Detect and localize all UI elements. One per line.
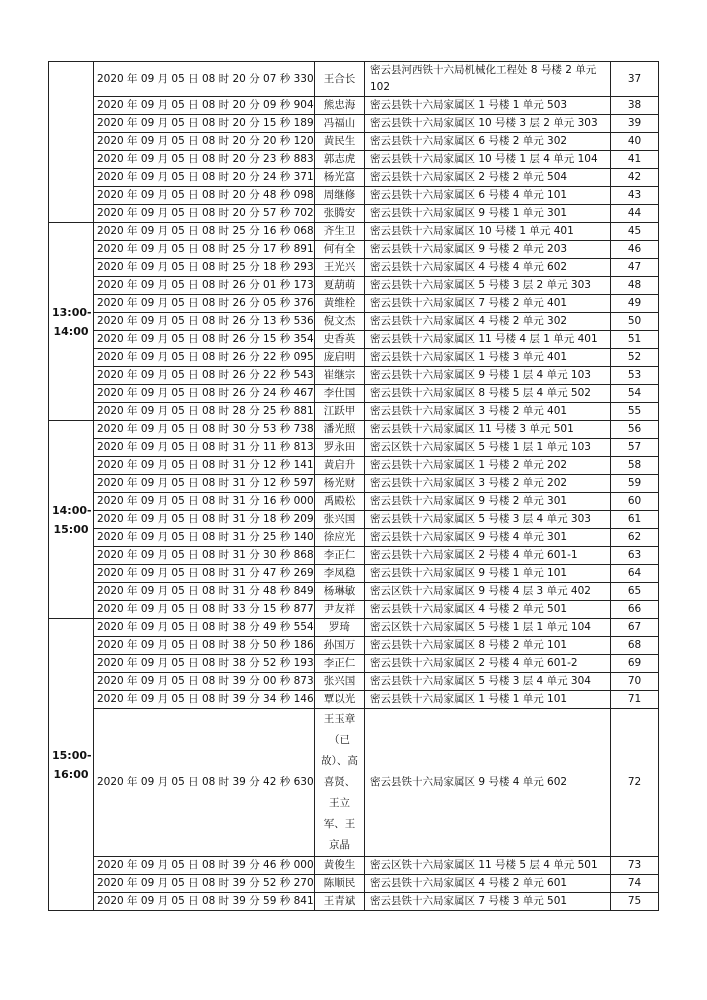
table-row bbox=[49, 97, 659, 115]
resident-name-cell: 李正仁 bbox=[315, 655, 365, 673]
table-row bbox=[49, 331, 659, 349]
table-row bbox=[49, 385, 659, 403]
sequence-number-cell: 48 bbox=[611, 277, 659, 295]
registration-time-cell: 2020 年 09 月 05 日 08 时 26 分 01 秒 173 bbox=[94, 277, 315, 295]
sequence-number-cell: 44 bbox=[611, 205, 659, 223]
table-row bbox=[49, 875, 659, 893]
table-row bbox=[49, 151, 659, 169]
address-cell: 密云区铁十六局家属区 5 号楼 1 层 1 单元 103 bbox=[365, 439, 611, 457]
sequence-number-cell: 51 bbox=[611, 331, 659, 349]
address-cell: 密云县铁十六局家属区 1 号楼 1 单元 503 bbox=[365, 97, 611, 115]
address-cell: 密云县铁十六局家属区 11 号楼 3 单元 501 bbox=[365, 421, 611, 439]
address-cell: 密云县铁十六局家属区 9 号楼 4 单元 602 bbox=[365, 709, 611, 857]
resident-name-cell: 杨光财 bbox=[315, 475, 365, 493]
registration-time-cell: 2020 年 09 月 05 日 08 时 38 分 49 秒 554 bbox=[94, 619, 315, 637]
sequence-number-cell: 63 bbox=[611, 547, 659, 565]
resident-name-cell: 何有全 bbox=[315, 241, 365, 259]
table-row bbox=[49, 115, 659, 133]
address-cell: 密云县铁十六局家属区 1 号楼 1 单元 101 bbox=[365, 691, 611, 709]
table-row bbox=[49, 493, 659, 511]
sequence-number-cell: 41 bbox=[611, 151, 659, 169]
address-cell: 密云县铁十六局家属区 3 号楼 2 单元 202 bbox=[365, 475, 611, 493]
address-cell: 密云县河西铁十六局机械化工程处 8 号楼 2 单元 102 bbox=[365, 62, 611, 97]
address-cell: 密云县铁十六局家属区 2 号楼 4 单元 601-1 bbox=[365, 547, 611, 565]
address-cell: 密云县铁十六局家属区 9 号楼 1 层 4 单元 103 bbox=[365, 367, 611, 385]
address-cell: 密云县铁十六局家属区 9 号楼 1 单元 101 bbox=[365, 565, 611, 583]
address-cell: 密云县铁十六局家属区 6 号楼 4 单元 101 bbox=[365, 187, 611, 205]
table-row bbox=[49, 313, 659, 331]
resident-name-cell: 罗琦 bbox=[315, 619, 365, 637]
sequence-number-cell: 62 bbox=[611, 529, 659, 547]
resident-name-cell: 周继修 bbox=[315, 187, 365, 205]
table-row bbox=[49, 673, 659, 691]
time-slot-cell-blank bbox=[49, 62, 94, 223]
registration-time-cell: 2020 年 09 月 05 日 08 时 20 分 24 秒 371 bbox=[94, 169, 315, 187]
table-row bbox=[49, 295, 659, 313]
registration-time-cell: 2020 年 09 月 05 日 08 时 39 分 52 秒 270 bbox=[94, 875, 315, 893]
table-row bbox=[49, 349, 659, 367]
address-cell: 密云区铁十六局家属区 9 号楼 4 层 3 单元 402 bbox=[365, 583, 611, 601]
resident-name-cell: 张兴国 bbox=[315, 673, 365, 691]
registration-time-cell: 2020 年 09 月 05 日 08 时 20 分 15 秒 189 bbox=[94, 115, 315, 133]
table-row bbox=[49, 223, 659, 241]
sequence-number-cell: 74 bbox=[611, 875, 659, 893]
sequence-number-cell: 72 bbox=[611, 709, 659, 857]
registration-time-cell: 2020 年 09 月 05 日 08 时 20 分 23 秒 883 bbox=[94, 151, 315, 169]
address-cell: 密云县铁十六局家属区 10 号楼 3 层 2 单元 303 bbox=[365, 115, 611, 133]
registration-time-cell: 2020 年 09 月 05 日 08 时 31 分 12 秒 141 bbox=[94, 457, 315, 475]
table-row bbox=[49, 619, 659, 637]
resident-name-cell: 熊忠海 bbox=[315, 97, 365, 115]
registration-time-cell: 2020 年 09 月 05 日 08 时 25 分 17 秒 891 bbox=[94, 241, 315, 259]
registration-time-cell: 2020 年 09 月 05 日 08 时 20 分 07 秒 330 bbox=[94, 62, 315, 97]
sequence-number-cell: 43 bbox=[611, 187, 659, 205]
sequence-number-cell: 50 bbox=[611, 313, 659, 331]
registration-time-cell: 2020 年 09 月 05 日 08 时 25 分 18 秒 293 bbox=[94, 259, 315, 277]
schedule-table bbox=[48, 61, 659, 911]
table-row bbox=[49, 62, 659, 97]
address-cell: 密云县铁十六局家属区 5 号楼 3 层 2 单元 303 bbox=[365, 277, 611, 295]
table-row bbox=[49, 421, 659, 439]
resident-name-cell: 覃以光 bbox=[315, 691, 365, 709]
table-row bbox=[49, 259, 659, 277]
table-row bbox=[49, 655, 659, 673]
sequence-number-cell: 55 bbox=[611, 403, 659, 421]
address-cell: 密云县铁十六局家属区 10 号楼 1 单元 401 bbox=[365, 223, 611, 241]
sequence-number-cell: 45 bbox=[611, 223, 659, 241]
resident-name-cell: 王合长 bbox=[315, 62, 365, 97]
registration-time-cell: 2020 年 09 月 05 日 08 时 28 分 25 秒 881 bbox=[94, 403, 315, 421]
sequence-number-cell: 60 bbox=[611, 493, 659, 511]
address-cell: 密云县铁十六局家属区 6 号楼 2 单元 302 bbox=[365, 133, 611, 151]
sequence-number-cell: 42 bbox=[611, 169, 659, 187]
registration-time-cell: 2020 年 09 月 05 日 08 时 20 分 48 秒 098 bbox=[94, 187, 315, 205]
registration-time-cell: 2020 年 09 月 05 日 08 时 31 分 25 秒 140 bbox=[94, 529, 315, 547]
address-cell: 密云县铁十六局家属区 4 号楼 2 单元 302 bbox=[365, 313, 611, 331]
resident-name-cell: 孙国万 bbox=[315, 637, 365, 655]
sequence-number-cell: 59 bbox=[611, 475, 659, 493]
address-cell: 密云县铁十六局家属区 9 号楼 1 单元 301 bbox=[365, 205, 611, 223]
table-row bbox=[49, 475, 659, 493]
sequence-number-cell: 58 bbox=[611, 457, 659, 475]
resident-name-cell: 李凤稳 bbox=[315, 565, 365, 583]
registration-time-cell: 2020 年 09 月 05 日 08 时 26 分 24 秒 467 bbox=[94, 385, 315, 403]
table-row bbox=[49, 403, 659, 421]
resident-name-cell: 史香英 bbox=[315, 331, 365, 349]
address-cell: 密云县铁十六局家属区 4 号楼 4 单元 602 bbox=[365, 259, 611, 277]
resident-name-cell: 黄维栓 bbox=[315, 295, 365, 313]
sequence-number-cell: 68 bbox=[611, 637, 659, 655]
address-cell: 密云县铁十六局家属区 8 号楼 2 单元 101 bbox=[365, 637, 611, 655]
registration-time-cell: 2020 年 09 月 05 日 08 时 31 分 48 秒 849 bbox=[94, 583, 315, 601]
address-cell: 密云县铁十六局家属区 4 号楼 2 单元 601 bbox=[365, 875, 611, 893]
registration-time-cell: 2020 年 09 月 05 日 08 时 26 分 22 秒 543 bbox=[94, 367, 315, 385]
registration-time-cell: 2020 年 09 月 05 日 08 时 31 分 11 秒 813 bbox=[94, 439, 315, 457]
resident-name-cell: 杨琳敏 bbox=[315, 583, 365, 601]
sequence-number-cell: 52 bbox=[611, 349, 659, 367]
sequence-number-cell: 56 bbox=[611, 421, 659, 439]
resident-name-cell: 徐应光 bbox=[315, 529, 365, 547]
resident-name-cell: 江跃甲 bbox=[315, 403, 365, 421]
address-cell: 密云县铁十六局家属区 9 号楼 2 单元 301 bbox=[365, 493, 611, 511]
resident-name-cell: 倪文杰 bbox=[315, 313, 365, 331]
resident-name-cell: 黄民生 bbox=[315, 133, 365, 151]
registration-time-cell: 2020 年 09 月 05 日 08 时 39 分 00 秒 873 bbox=[94, 673, 315, 691]
address-cell: 密云县铁十六局家属区 4 号楼 2 单元 501 bbox=[365, 601, 611, 619]
sequence-number-cell: 64 bbox=[611, 565, 659, 583]
address-cell: 密云县铁十六局家属区 8 号楼 5 层 4 单元 502 bbox=[365, 385, 611, 403]
sequence-number-cell: 39 bbox=[611, 115, 659, 133]
address-cell: 密云县铁十六局家属区 7 号楼 2 单元 401 bbox=[365, 295, 611, 313]
registration-time-cell: 2020 年 09 月 05 日 08 时 26 分 15 秒 354 bbox=[94, 331, 315, 349]
resident-name-cell: 崔继宗 bbox=[315, 367, 365, 385]
registration-time-cell: 2020 年 09 月 05 日 08 时 39 分 42 秒 630 bbox=[94, 709, 315, 857]
sequence-number-cell: 70 bbox=[611, 673, 659, 691]
sequence-number-cell: 40 bbox=[611, 133, 659, 151]
address-cell: 密云县铁十六局家属区 2 号楼 4 单元 601-2 bbox=[365, 655, 611, 673]
registration-time-cell: 2020 年 09 月 05 日 08 时 26 分 22 秒 095 bbox=[94, 349, 315, 367]
schedule-body bbox=[49, 62, 659, 911]
table-row bbox=[49, 601, 659, 619]
sequence-number-cell: 73 bbox=[611, 857, 659, 875]
resident-name-cell: 张腾安 bbox=[315, 205, 365, 223]
address-cell: 密云县铁十六局家属区 1 号楼 3 单元 401 bbox=[365, 349, 611, 367]
table-row bbox=[49, 457, 659, 475]
table-row bbox=[49, 857, 659, 875]
address-cell: 密云县铁十六局家属区 5 号楼 3 层 4 单元 303 bbox=[365, 511, 611, 529]
sequence-number-cell: 65 bbox=[611, 583, 659, 601]
sequence-number-cell: 57 bbox=[611, 439, 659, 457]
table-row bbox=[49, 893, 659, 911]
resident-name-cell: 张兴国 bbox=[315, 511, 365, 529]
sequence-number-cell: 67 bbox=[611, 619, 659, 637]
registration-time-cell: 2020 年 09 月 05 日 08 时 20 分 09 秒 904 bbox=[94, 97, 315, 115]
sequence-number-cell: 46 bbox=[611, 241, 659, 259]
registration-time-cell: 2020 年 09 月 05 日 08 时 31 分 18 秒 209 bbox=[94, 511, 315, 529]
address-cell: 密云县铁十六局家属区 11 号楼 4 层 1 单元 401 bbox=[365, 331, 611, 349]
registration-time-cell: 2020 年 09 月 05 日 08 时 25 分 16 秒 068 bbox=[94, 223, 315, 241]
registration-time-cell: 2020 年 09 月 05 日 08 时 20 分 20 秒 120 bbox=[94, 133, 315, 151]
table-row bbox=[49, 565, 659, 583]
registration-time-cell: 2020 年 09 月 05 日 08 时 30 分 53 秒 738 bbox=[94, 421, 315, 439]
table-row bbox=[49, 367, 659, 385]
table-row bbox=[49, 529, 659, 547]
table-row bbox=[49, 583, 659, 601]
table-row bbox=[49, 133, 659, 151]
sequence-number-cell: 66 bbox=[611, 601, 659, 619]
resident-name-cell: 李仕国 bbox=[315, 385, 365, 403]
address-cell: 密云县铁十六局家属区 1 号楼 2 单元 202 bbox=[365, 457, 611, 475]
table-row bbox=[49, 691, 659, 709]
sequence-number-cell: 49 bbox=[611, 295, 659, 313]
address-cell: 密云县铁十六局家属区 3 号楼 2 单元 401 bbox=[365, 403, 611, 421]
registration-time-cell: 2020 年 09 月 05 日 08 时 38 分 52 秒 193 bbox=[94, 655, 315, 673]
resident-name-cell: 郭志虎 bbox=[315, 151, 365, 169]
registration-time-cell: 2020 年 09 月 05 日 08 时 31 分 16 秒 000 bbox=[94, 493, 315, 511]
registration-time-cell: 2020 年 09 月 05 日 08 时 39 分 34 秒 146 bbox=[94, 691, 315, 709]
resident-name-cell: 黄启升 bbox=[315, 457, 365, 475]
sequence-number-cell: 47 bbox=[611, 259, 659, 277]
table-row bbox=[49, 439, 659, 457]
address-cell: 密云区铁十六局家属区 5 号楼 1 层 1 单元 104 bbox=[365, 619, 611, 637]
table-row bbox=[49, 169, 659, 187]
registration-time-cell: 2020 年 09 月 05 日 08 时 31 分 47 秒 269 bbox=[94, 565, 315, 583]
sequence-number-cell: 53 bbox=[611, 367, 659, 385]
registration-time-cell: 2020 年 09 月 05 日 08 时 31 分 12 秒 597 bbox=[94, 475, 315, 493]
address-cell: 密云县铁十六局家属区 10 号楼 1 层 4 单元 104 bbox=[365, 151, 611, 169]
registration-time-cell: 2020 年 09 月 05 日 08 时 33 分 15 秒 877 bbox=[94, 601, 315, 619]
sequence-number-cell: 71 bbox=[611, 691, 659, 709]
registration-time-cell: 2020 年 09 月 05 日 08 时 20 分 57 秒 702 bbox=[94, 205, 315, 223]
registration-time-cell: 2020 年 09 月 05 日 08 时 39 分 46 秒 000 bbox=[94, 857, 315, 875]
table-row bbox=[49, 637, 659, 655]
resident-name-cell: 王青斌 bbox=[315, 893, 365, 911]
resident-name-cell: 潘光照 bbox=[315, 421, 365, 439]
table-row bbox=[49, 709, 659, 857]
table-row bbox=[49, 205, 659, 223]
resident-name-cell: 杨光富 bbox=[315, 169, 365, 187]
resident-name-cell: 罗永田 bbox=[315, 439, 365, 457]
resident-name-cell: 庞启明 bbox=[315, 349, 365, 367]
time-slot-label: 15:00- 16:00 bbox=[49, 619, 94, 911]
table-row bbox=[49, 547, 659, 565]
registration-time-cell: 2020 年 09 月 05 日 08 时 26 分 05 秒 376 bbox=[94, 295, 315, 313]
resident-name-cell: 黄俊生 bbox=[315, 857, 365, 875]
address-cell: 密云县铁十六局家属区 9 号楼 4 单元 301 bbox=[365, 529, 611, 547]
registration-time-cell: 2020 年 09 月 05 日 08 时 26 分 13 秒 536 bbox=[94, 313, 315, 331]
sequence-number-cell: 37 bbox=[611, 62, 659, 97]
registration-time-cell: 2020 年 09 月 05 日 08 时 39 分 59 秒 841 bbox=[94, 893, 315, 911]
address-cell: 密云县铁十六局家属区 5 号楼 3 层 4 单元 304 bbox=[365, 673, 611, 691]
resident-name-cell: 冯福山 bbox=[315, 115, 365, 133]
address-cell: 密云县铁十六局家属区 7 号楼 3 单元 501 bbox=[365, 893, 611, 911]
resident-name-cell: 王光兴 bbox=[315, 259, 365, 277]
address-cell: 密云县铁十六局家属区 9 号楼 2 单元 203 bbox=[365, 241, 611, 259]
sequence-number-cell: 75 bbox=[611, 893, 659, 911]
address-cell: 密云县铁十六局家属区 2 号楼 2 单元 504 bbox=[365, 169, 611, 187]
resident-name-cell: 夏葫萌 bbox=[315, 277, 365, 295]
resident-name-cell: 尹友祥 bbox=[315, 601, 365, 619]
time-slot-label: 13:00- 14:00 bbox=[49, 223, 94, 421]
sequence-number-cell: 54 bbox=[611, 385, 659, 403]
registration-time-cell: 2020 年 09 月 05 日 08 时 38 分 50 秒 186 bbox=[94, 637, 315, 655]
table-row bbox=[49, 187, 659, 205]
resident-name-cell: 王玉章（已故）、高喜贤、王立军、王京晶 bbox=[315, 709, 365, 857]
resident-name-cell: 禹殿松 bbox=[315, 493, 365, 511]
resident-name-cell: 陈顺民 bbox=[315, 875, 365, 893]
resident-name-cell: 齐生卫 bbox=[315, 223, 365, 241]
sequence-number-cell: 38 bbox=[611, 97, 659, 115]
address-cell: 密云区铁十六局家属区 11 号楼 5 层 4 单元 501 bbox=[365, 857, 611, 875]
registration-time-cell: 2020 年 09 月 05 日 08 时 31 分 30 秒 868 bbox=[94, 547, 315, 565]
table-row bbox=[49, 511, 659, 529]
table-row bbox=[49, 277, 659, 295]
time-slot-label: 14:00- 15:00 bbox=[49, 421, 94, 619]
resident-name-cell: 李正仁 bbox=[315, 547, 365, 565]
sequence-number-cell: 69 bbox=[611, 655, 659, 673]
table-row bbox=[49, 241, 659, 259]
sequence-number-cell: 61 bbox=[611, 511, 659, 529]
